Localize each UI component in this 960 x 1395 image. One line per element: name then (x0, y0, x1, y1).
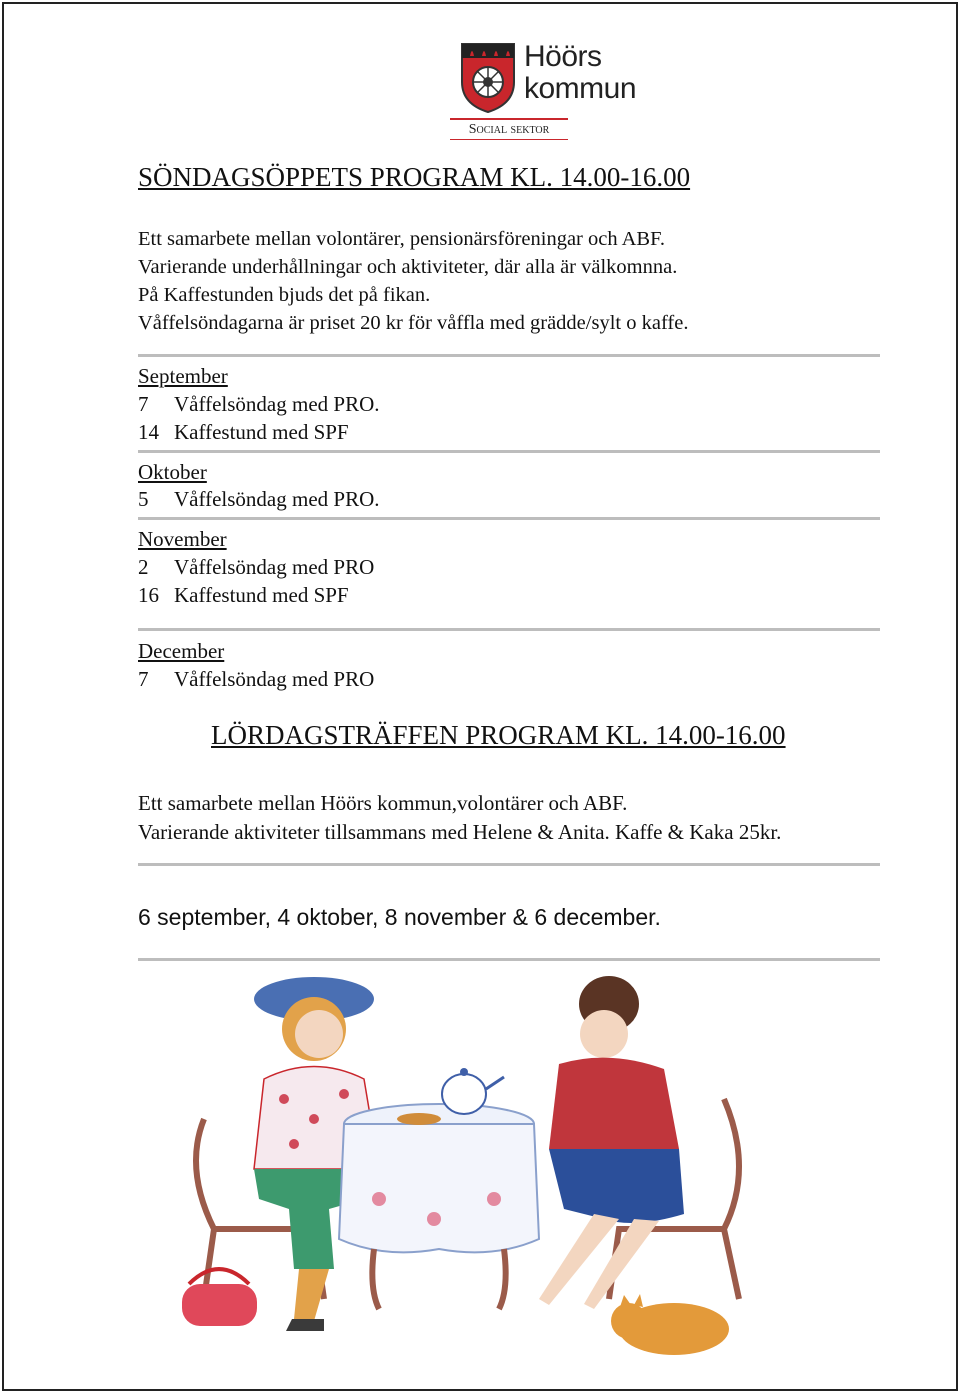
divider (138, 354, 880, 357)
kommun-logo (460, 42, 660, 142)
sunday-intro-line: På Kaffestunden bjuds det på fikan. (138, 284, 431, 306)
divider (138, 517, 880, 520)
sunday-title: SÖNDAGSÖPPETS PROGRAM KL. 14.00-16.00 (138, 162, 691, 192)
event-row (138, 487, 380, 512)
saturday-intro-line: Ett samarbete mellan Höörs kommun,volontärer och ABF. (138, 791, 628, 815)
sunday-intro (138, 225, 688, 337)
event-text: Kaffestund med SPF (174, 583, 349, 607)
event-row (138, 667, 374, 692)
month-heading: Oktober (138, 460, 207, 484)
event-row (138, 392, 380, 417)
event-day: 16 (138, 583, 159, 607)
coffee-ladies-illustration (164, 969, 784, 1379)
event-text: Våffelsöndag med PRO (174, 667, 375, 691)
logo-name-line1: Höörs (524, 40, 602, 73)
saturday-intro (138, 789, 781, 847)
sunday-intro-line: Varierande underhållningar och aktiviteter, där alla är välkomnna. (138, 256, 678, 278)
event-text: Våffelsöndag med PRO. (174, 487, 380, 511)
divider (138, 958, 880, 961)
logo-sector: Social sektor (450, 118, 568, 140)
event-row (138, 583, 349, 608)
event-day: 7 (138, 392, 149, 416)
event-text: Kaffestund med SPF (174, 420, 349, 444)
divider (138, 450, 880, 453)
event-day: 5 (138, 487, 149, 511)
month-heading: November (138, 527, 227, 551)
event-row (138, 420, 349, 445)
saturday-intro-line: Varierande aktiviteter tillsammans med Helene & Anita. Kaffe & Kaka 25kr. (138, 820, 782, 844)
month-heading: September (138, 364, 228, 388)
event-row (138, 555, 374, 580)
event-day: 14 (138, 420, 159, 444)
sunday-intro-line: Våffelsöndagarna är priset 20 kr för våffla med grädde/sylt o kaffe. (138, 312, 689, 334)
saturday-title: LÖRDAGSTRÄFFEN PROGRAM KL. 14.00-16.00 (211, 720, 786, 750)
event-day: 2 (138, 555, 149, 579)
event-day: 7 (138, 667, 149, 691)
event-text: Våffelsöndag med PRO. (174, 392, 380, 416)
event-text: Våffelsöndag med PRO (174, 555, 375, 579)
month-heading: December (138, 639, 225, 663)
divider (138, 863, 880, 866)
sunday-intro-line: Ett samarbete mellan volontärer, pensionärsföreningar och ABF. (138, 228, 665, 250)
divider (138, 628, 880, 631)
coat-of-arms-icon (460, 42, 516, 114)
logo-name-line2: kommun (524, 72, 637, 105)
page (2, 2, 958, 1391)
saturday-dates: 6 september, 4 oktober, 8 november & 6 december. (138, 904, 661, 930)
